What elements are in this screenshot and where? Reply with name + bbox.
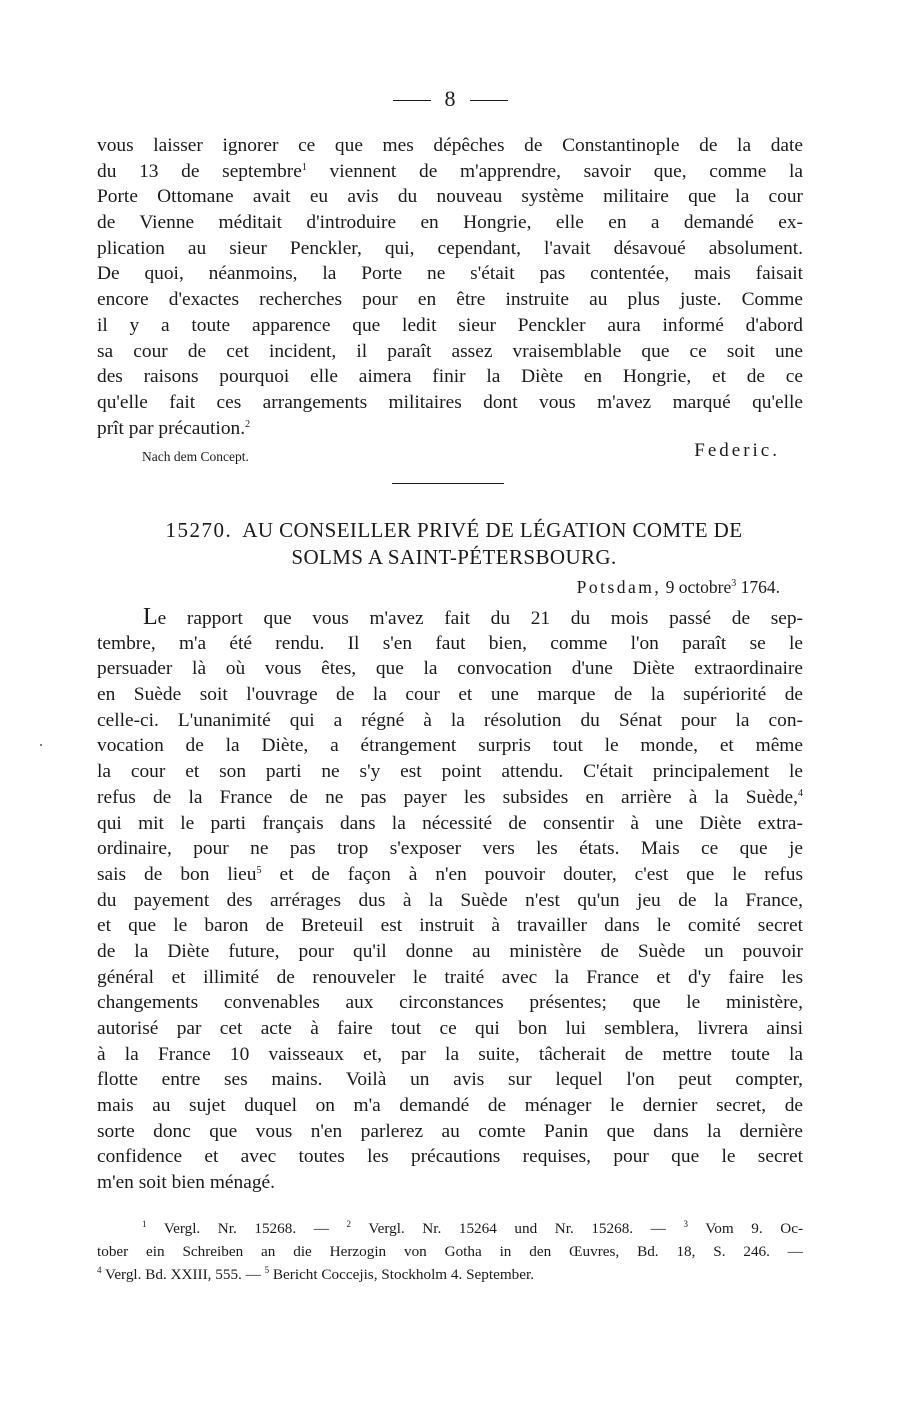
section-divider: [392, 483, 504, 484]
text-line: sais de bon lieu$^5$ et de façon à n'en pouvoir douter, c'est que le refus: [97, 863, 803, 885]
text-line: du 13 de septembre$^1$ viennent de m'apprendre, savoir que, comme la: [97, 160, 803, 182]
footnote-line: tober ein Schreiben an die Herzogin von Gotha in den Œuvres, Bd. 18, S. 246. —: [97, 1243, 803, 1260]
text-line: de la Diète future, pour qu'il donne au ministère de Suède un pouvoir: [97, 940, 803, 962]
footnote-ref: 5: [256, 864, 262, 876]
footnote-line: $^4$ Vergl. Bd. XXIII, 555. — $^5$ Bericht Coccejis, Stockholm 4. September.: [97, 1265, 535, 1283]
text-line: de Vienne méditait d'introduire en Hongrie, elle en a demandé ex-: [97, 212, 803, 234]
source-signature-row: [142, 440, 780, 466]
text-line: Porte Ottomane avait eu avis du nouveau système militaire que la cour: [97, 186, 803, 208]
header-dash-right: [470, 100, 508, 101]
letter-heading: [114, 517, 794, 571]
heading-line-1: 15270. AU CONSEILLER PRIVÉ DE LÉGATION COMTE DE: [165, 518, 743, 542]
text-line: à la France 10 vaisseaux et, par la suite, tâcherait de mettre toute la: [97, 1043, 803, 1065]
text-line: vocation de la Diète, a étrangement surpris tout le monde, et même: [97, 735, 803, 757]
text-line: plication au sieur Penckler, qui, cependant, l'avait désavoué absolument.: [97, 237, 803, 259]
footnote-ref: 4: [798, 787, 803, 799]
text-line: changements convenables aux circonstances présentes; que le ministère,: [97, 992, 803, 1014]
text-line: m'en soit bien ménagé.: [97, 1172, 275, 1194]
text-line: refus de la France de ne pas payer les subsides en arrière à la Suède,$^4$: [97, 786, 803, 808]
text-line: mais au sujet duquel on m'a demandé de ménager le dernier secret, de: [97, 1095, 803, 1117]
letter-number: 15270.: [165, 518, 233, 542]
text-line: Le rapport que vous m'avez fait du 21 du mois passé de sep-: [143, 604, 803, 630]
letter-body: [97, 605, 803, 1196]
text-line: sa cour de cet incident, il paraît assez vraisemblable que ce soit une: [97, 340, 803, 362]
margin-mark: [40, 744, 42, 746]
text-line: vous laisser ignorer ce que mes dépêches de Constantinople de la date: [97, 135, 803, 156]
text-line: tembre, m'a été rendu. Il s'en faut bien, comme l'on paraît se le: [97, 632, 803, 654]
text-line: il y a toute apparence que ledit sieur Penckler aura informé d'abord: [97, 314, 803, 336]
initial-letter: L: [143, 604, 158, 630]
text-line: sorte donc que vous n'en parlerez au comte Panin que dans la dernière: [97, 1120, 803, 1142]
source-note: Nach dem Concept.: [142, 449, 249, 464]
text-line: De quoi, néanmoins, la Porte ne s'était pas contentée, mais faisait: [97, 263, 803, 285]
footnotes: [97, 1217, 803, 1286]
text-line: flotte entre ses mains. Voilà un avis sur lequel l'on peut compter,: [97, 1069, 803, 1091]
text-line: celle-ci. L'unanimité qui a régné à la résolution du Sénat pour la con-: [97, 709, 803, 731]
text-line: qu'elle fait ces arrangements militaires dont vous m'avez marqué qu'elle: [97, 391, 803, 413]
text-line: prît par précaution.$^2$: [97, 417, 251, 439]
continued-letter-text: [97, 133, 803, 441]
dateline: [577, 577, 780, 598]
text-line: du payement des arrérages dus à la Suède n'est qu'un jeu de la France,: [97, 889, 803, 911]
page-number: 8: [444, 86, 456, 111]
text-line: persuader là où vous êtes, que la convocation d'une Diète extraordinaire: [97, 658, 803, 680]
text-line: général et illimité de renouveler le traité avec la France et d'y faire les: [97, 966, 803, 988]
signature: Federic.: [694, 440, 780, 461]
header-dash-left: [393, 100, 431, 101]
footnote-ref: 3: [731, 578, 737, 589]
dateline-date: 9 octobre: [665, 577, 732, 597]
text-line: qui mit le parti français dans la nécessité de consentir à une Diète extra-: [97, 812, 803, 834]
text-line: confidence et avec toutes les précautions requises, pour que le secret: [97, 1146, 803, 1168]
text-line: encore d'exactes recherches pour en être instruite au plus juste. Comme: [97, 289, 803, 311]
text-line: autorisé par cet acte à faire tout ce qui bon lui semblera, livrera ainsi: [97, 1018, 803, 1039]
footnote-ref: 1: [301, 161, 307, 173]
text-line: des raisons pourquoi elle aimera finir la Diète en Hongrie, et de ce: [97, 366, 803, 388]
footnote-ref: 2: [245, 418, 251, 430]
footnote-line: $^1$ Vergl. Nr. 15268. — $^2$ Vergl. Nr. 15264 und Nr. 15268. — $^3$ Vom 9. Oc-: [142, 1219, 804, 1237]
dateline-year: 1764.: [740, 577, 780, 597]
dateline-place: Potsdam,: [576, 577, 662, 597]
text-line: en Suède soit l'ouvrage de la cour et une marque de la supériorité de: [97, 684, 803, 706]
text-line: la cour et son parti ne s'y est point attendu. C'était principalement le: [97, 761, 803, 783]
heading-line-2: SOLMS A SAINT-PÉTERSBOURG.: [291, 545, 617, 569]
text-line: ordinaire, pour ne pas trop s'exposer vers les états. Mais ce que je: [97, 838, 803, 860]
text-line: et que le baron de Breteuil est instruit à travailler dans le comité secret: [97, 915, 803, 937]
page-number-header: [0, 86, 900, 112]
